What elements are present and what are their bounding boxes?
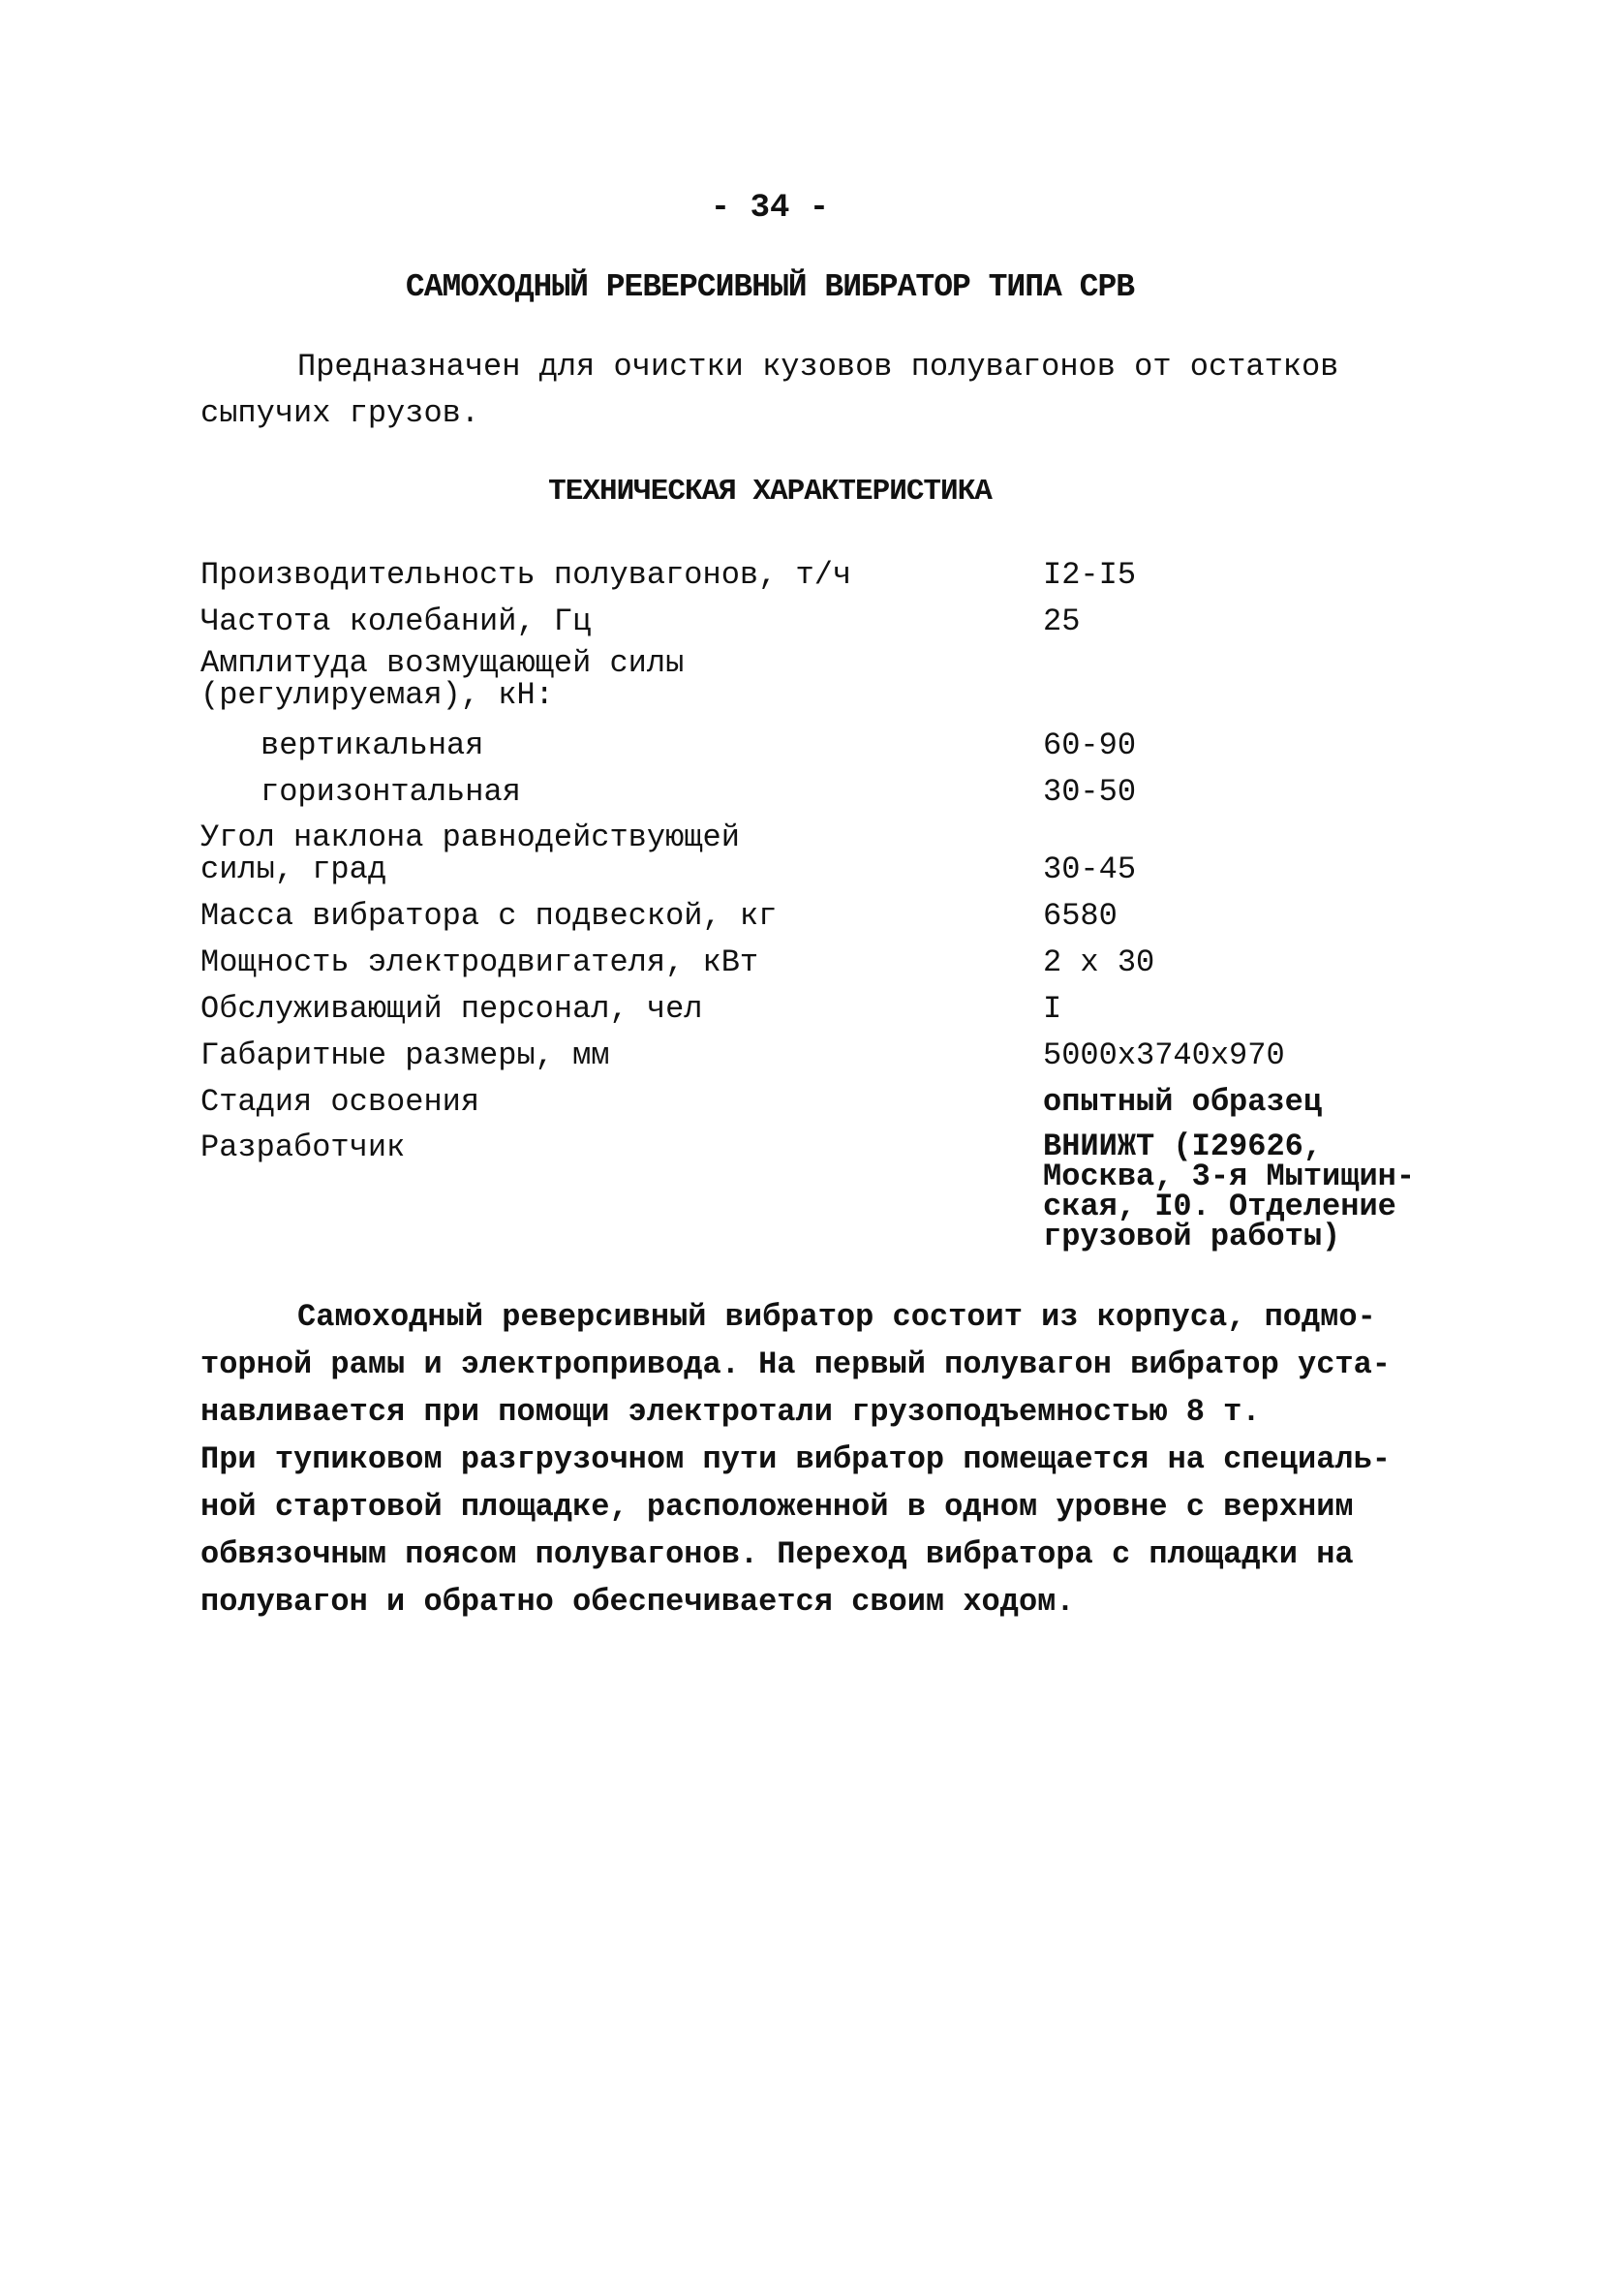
description-paragraph: [200, 1293, 1450, 1625]
spec-label: горизонтальная: [260, 774, 521, 810]
spec-row-frequency: [200, 591, 1459, 637]
spec-row-productivity: [200, 544, 1459, 591]
spec-value: I2-I5: [1043, 557, 1137, 593]
spec-value: 6580: [1043, 898, 1118, 934]
spec-value: 30-45: [1043, 851, 1137, 887]
spec-label: Мощность электродвигателя, кВт: [200, 944, 759, 980]
spec-value: 30-50: [1043, 774, 1137, 810]
spec-label: Производительность полувагонов, т/ч: [200, 557, 852, 593]
document-title: САМОХОДНЫЙ РЕВЕРСИВНЫЙ ВИБРАТОР ТИПА СРВ: [405, 269, 1135, 305]
spec-row-developer: [200, 1118, 1459, 1252]
spec-label: Частота колебаний, Гц: [200, 603, 592, 639]
spec-label-line: Угол наклона равнодействующей: [200, 820, 740, 855]
spec-row-dimensions: [200, 1025, 1459, 1071]
spec-label: [200, 647, 1043, 711]
purpose-line-1: Предназначен для очистки кузовов полувагонов от остатков: [297, 349, 1339, 385]
spec-label: вертикальная: [260, 727, 484, 763]
developer-line: Москва, 3-я Мытищин-: [1043, 1159, 1416, 1194]
description-text: Самоходный реверсивный вибратор состоит из корпуса, подмо-: [297, 1299, 1376, 1335]
spec-label: Обслуживающий персонал, чел: [200, 991, 703, 1027]
purpose-paragraph: [200, 344, 1421, 437]
specs-title: ТЕХНИЧЕСКАЯ ХАРАКТЕРИСТИКА: [548, 475, 992, 509]
spec-value: опытный образец: [1043, 1084, 1323, 1120]
spec-row-mass: [200, 885, 1459, 932]
spec-label: Разработчик: [200, 1129, 406, 1165]
description-line: полувагон и обратно обеспечивается своим ходом.: [200, 1584, 1075, 1620]
description-line: При тупиковом разгрузочном пути вибратор помещается на специаль-: [200, 1441, 1391, 1477]
spec-row-horizontal: [200, 761, 1459, 808]
spec-row-amplitude: [200, 637, 1459, 715]
spec-label-line: Амплитуда возмущающей силы: [200, 645, 685, 681]
description-line: торной рамы и электропривода. На первый полувагон вибратор уста-: [200, 1346, 1391, 1382]
spec-label-line: силы, град: [200, 851, 387, 887]
spec-value: 60-90: [1043, 727, 1137, 763]
spec-row-angle: [200, 808, 1459, 885]
spec-label: [200, 821, 1043, 885]
page-number: - 34 -: [710, 190, 830, 227]
spec-label: Габаритные размеры, мм: [200, 1037, 610, 1073]
description-line: ной стартовой площадке, расположенной в одном уровне с верхним: [200, 1489, 1354, 1525]
specs-table: [200, 544, 1459, 1252]
spec-value: 25: [1043, 603, 1081, 639]
spec-label: Стадия освоения: [200, 1084, 480, 1120]
spec-value: I: [1043, 991, 1062, 1027]
developer-line: ская, I0. Отделение: [1043, 1189, 1396, 1224]
spec-value-developer: [1043, 1131, 1459, 1252]
spec-row-stage: [200, 1071, 1459, 1118]
purpose-line-2: сыпучих грузов.: [200, 395, 480, 431]
spec-value: 2 x 30: [1043, 944, 1155, 980]
spec-label-line: (регулируемая), кН:: [200, 677, 554, 713]
spec-row-vertical: [200, 715, 1459, 761]
developer-line: грузовой работы): [1043, 1219, 1341, 1254]
spec-row-staff: [200, 978, 1459, 1025]
developer-line: ВНИИЖТ (I29626,: [1043, 1129, 1323, 1164]
description-line: [200, 1293, 1450, 1341]
description-line: навливается при помощи электротали грузоподъемностью 8 т.: [200, 1394, 1261, 1430]
description-line: обвязочным поясом полувагонов. Переход вибратора с площадки на: [200, 1536, 1354, 1572]
spec-value: 5000x3740x970: [1043, 1037, 1285, 1073]
spec-label: Масса вибратора с подвеской, кг: [200, 898, 778, 934]
spec-row-power: [200, 932, 1459, 978]
